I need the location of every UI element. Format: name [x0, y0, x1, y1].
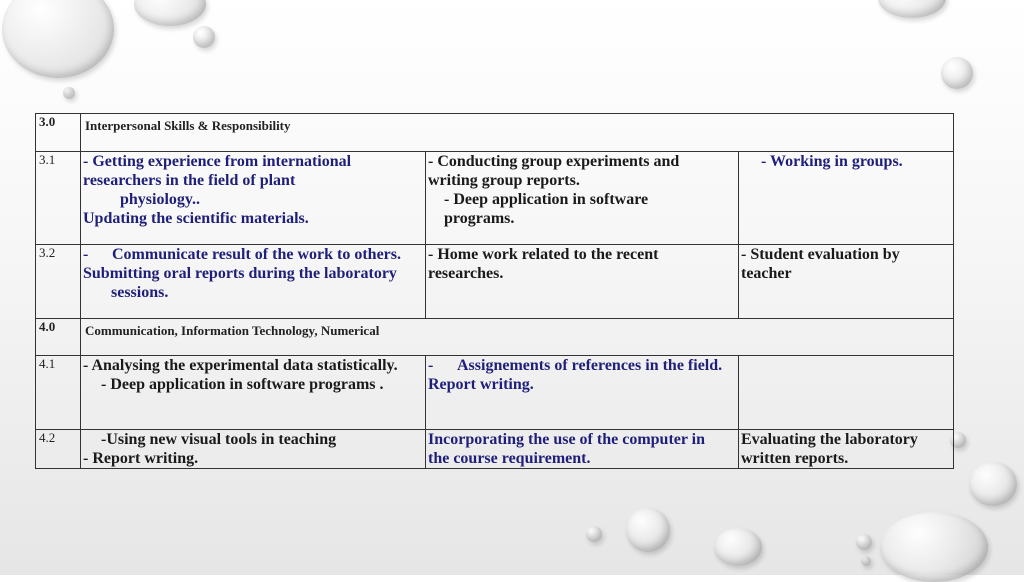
cell-line: - Analysing the experimental data statistically.	[83, 357, 398, 374]
water-drop	[880, 512, 988, 582]
learning-outcome-cell	[81, 245, 426, 319]
teaching-strategy-cell	[426, 245, 739, 319]
cell-line: Incorporating the use of the computer in	[428, 431, 706, 448]
row-number: 3.1	[36, 152, 81, 245]
cell-line: teacher	[741, 265, 792, 282]
cell-line: writing group reports.	[428, 172, 580, 189]
water-drop	[134, 0, 206, 26]
skills-table	[35, 113, 954, 469]
water-drop	[856, 534, 872, 550]
water-drop	[969, 462, 1017, 506]
bullet-dash: -	[428, 357, 434, 374]
water-drop	[861, 556, 871, 566]
cell-line: researches.	[428, 265, 504, 282]
cell-line: programs.	[444, 210, 515, 227]
learning-outcome-cell	[81, 152, 426, 245]
row-number: 4.2	[36, 430, 81, 469]
water-drop	[63, 87, 75, 99]
water-drop	[878, 0, 946, 18]
cell-line: - Home work related to the recent	[428, 246, 659, 263]
learning-outcome-cell	[81, 430, 426, 469]
cell-line	[428, 356, 736, 375]
cell-line: Report writing.	[428, 376, 534, 393]
cell-line: Submitting oral reports during the laboratory	[83, 265, 397, 282]
row-number: 4.1	[36, 356, 81, 430]
section-header-row	[36, 319, 954, 356]
bullet-dash: -	[83, 246, 89, 263]
water-drop	[586, 526, 602, 542]
teaching-strategy-cell	[426, 356, 739, 430]
section-title: Interpersonal Skills & Responsibility	[81, 114, 954, 152]
water-drop	[941, 57, 973, 89]
cell-line: physiology..	[120, 191, 201, 208]
cell-line: researchers in the field of plant	[83, 172, 296, 189]
table-row	[36, 152, 954, 245]
section-number: 4.0	[36, 319, 81, 356]
cell-line: - Deep application in software	[444, 191, 649, 208]
section-number: 3.0	[36, 114, 81, 152]
cell-line: sessions.	[111, 284, 169, 301]
cell-line: Evaluating the laboratory	[741, 431, 918, 448]
assessment-cell	[739, 245, 954, 319]
water-drop	[714, 528, 762, 566]
assessment-cell	[739, 152, 954, 245]
water-drop	[193, 26, 215, 48]
cell-line	[83, 245, 423, 264]
cell-text: Assignements of references in the field.	[457, 357, 723, 374]
table-row	[36, 245, 954, 319]
water-drop	[2, 0, 114, 78]
cell-line: - Conducting group experiments and	[428, 153, 680, 170]
cell-line: Updating the scientific materials.	[83, 210, 309, 227]
section-title: Communication, Information Technology, Numerical	[81, 319, 954, 356]
table-row	[36, 430, 954, 469]
learning-outcome-cell	[81, 356, 426, 430]
row-number: 3.2	[36, 245, 81, 319]
cell-line: - Report writing.	[83, 450, 199, 467]
teaching-strategy-cell	[426, 430, 739, 469]
section-header-row	[36, 114, 954, 152]
water-drop	[626, 508, 670, 552]
cell-line: written reports.	[741, 450, 849, 467]
cell-line: - Student evaluation by	[741, 246, 900, 263]
cell-line: - Getting experience from international	[83, 153, 352, 170]
teaching-strategy-cell	[426, 152, 739, 245]
assessment-cell	[739, 430, 954, 469]
cell-line: - Deep application in software programs .	[101, 376, 384, 393]
cell-line: the course requirement.	[428, 450, 591, 467]
cell-line: -Using new visual tools in teaching	[101, 431, 337, 448]
cell-line: - Working in groups.	[761, 153, 903, 170]
assessment-cell	[739, 356, 954, 430]
cell-text: Communicate result of the work to others.	[112, 246, 401, 263]
table-row	[36, 356, 954, 430]
